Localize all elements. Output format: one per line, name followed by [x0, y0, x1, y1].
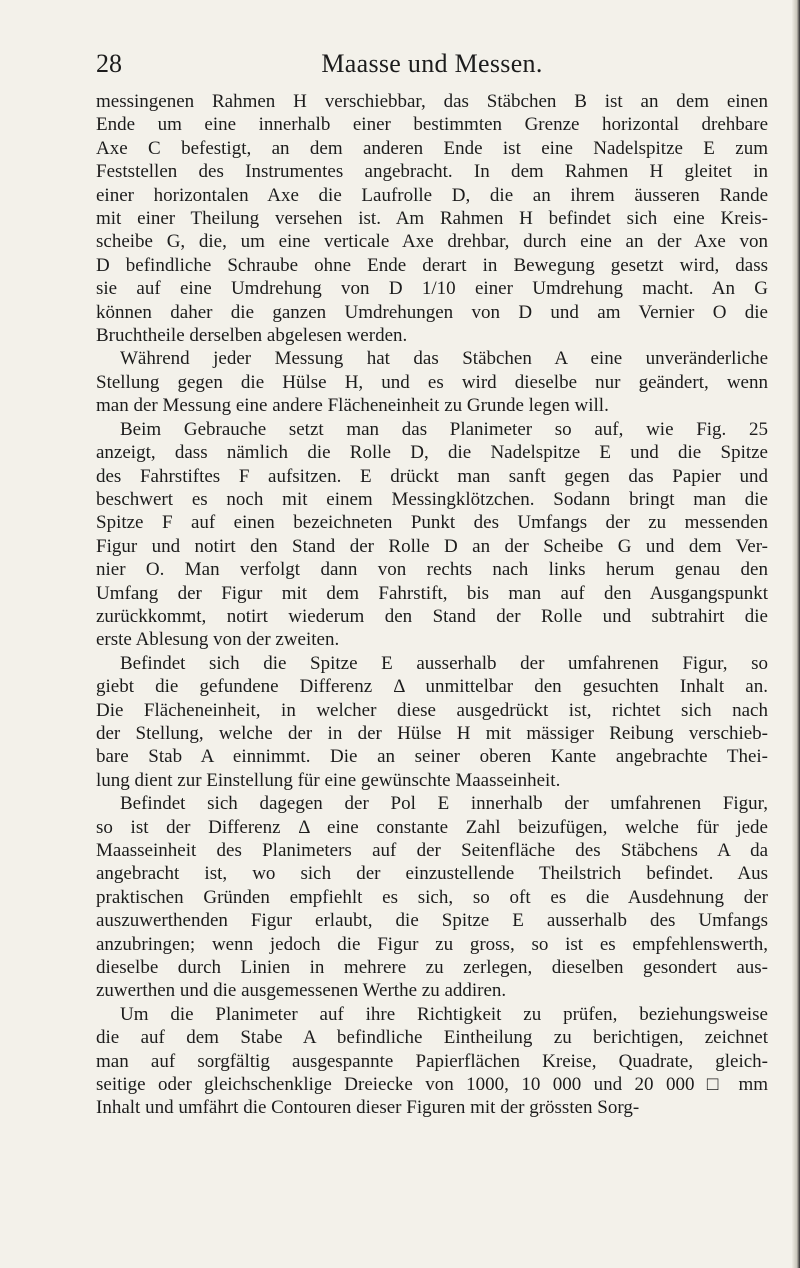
text-line: erste Ablesung von der zweiten. — [96, 629, 340, 651]
text-line: angebracht ist, wo sich der einzustellende Theilstrich befindet. Aus — [96, 863, 768, 885]
text-line: Ende um eine innerhalb einer bestimmten Grenze horizontal drehbare — [96, 114, 768, 136]
body-text — [96, 90, 768, 1120]
paragraph — [96, 1003, 768, 1120]
text-line: Maasseinheit des Planimeters auf der Seitenfläche des Stäbchens A da — [96, 840, 768, 861]
text-line: zurückkommt, notirt wiederum den Stand der Rolle und subtrahirt die — [96, 605, 768, 627]
text-line: Spitze F auf einen bezeichneten Punkt des Umfangs der zu messenden — [96, 512, 768, 534]
running-title: Maasse und Messen. — [321, 49, 543, 78]
text-line: anzubringen; wenn jedoch die Figur zu gross, so ist es empfehlenswerth, — [96, 933, 768, 955]
text-line: Inhalt und umfährt die Contouren dieser Figuren mit der grössten Sorg- — [96, 1097, 640, 1119]
text-line: Befindet sich die Spitze E ausserhalb der umfahrenen Figur, so — [120, 652, 768, 674]
text-line: seitige oder gleichschenklige Dreiecke von 1000, 10 000 und 20 000 □ mm — [96, 1074, 768, 1096]
text-line: der Stellung, welche der in der Hülse H mit mässiger Reibung verschieb- — [96, 722, 768, 744]
paragraph — [96, 347, 768, 417]
paragraph — [96, 652, 768, 792]
text-line: auszuwerthenden Figur erlaubt, die Spitze E ausserhalb des Umfangs — [96, 910, 768, 932]
text-line: sie auf eine Umdrehung von D 1/10 einer Umdrehung macht. An G — [96, 278, 768, 300]
text-line: bare Stab A einnimmt. Die an seiner oberen Kante angebrachte Thei- — [96, 746, 768, 768]
text-line: Umfang der Figur mit dem Fahrstift, bis man auf den Ausgangspunkt — [96, 582, 768, 604]
text-line: man auf sorgfältig ausgespannte Papierflächen Kreise, Quadrate, gleich- — [96, 1050, 768, 1072]
text-line: zuwerthen und die ausgemessenen Werthe zu addiren. — [96, 980, 507, 1002]
text-line: Figur und notirt den Stand der Rolle D an der Scheibe G und dem Ver- — [96, 535, 768, 557]
text-line: so ist der Differenz Δ eine constante Zahl beizufügen, welche für jede — [96, 816, 768, 838]
text-line: Bruchtheile derselben abgelesen werden. — [96, 325, 408, 347]
text-line: Die Flächeneinheit, in welcher diese ausgedrückt ist, richtet sich nach — [96, 699, 768, 721]
paragraph — [96, 90, 768, 347]
text-line: dieselbe durch Linien in mehrere zu zerlegen, dieselben gesondert aus- — [96, 957, 768, 979]
text-line: messingenen Rahmen H verschiebbar, das Stäbchen B ist an dem einen — [96, 91, 768, 112]
text-line: Während jeder Messung hat das Stäbchen A eine unveränderliche — [120, 348, 768, 370]
text-line: praktischen Gründen empfiehlt es sich, so oft es die Ausdehnung der — [96, 886, 768, 908]
paragraph — [96, 418, 768, 652]
text-line: die auf dem Stabe A befindliche Eintheilung zu berichtigen, zeichnet — [96, 1027, 768, 1049]
page-edge-shadow — [792, 0, 800, 1268]
text-line: Feststellen des Instrumentes angebracht. In dem Rahmen H gleitet in — [96, 161, 768, 183]
text-line: man der Messung eine andere Flächeneinheit zu Grunde legen will. — [96, 395, 609, 417]
text-line: scheibe G, die, um eine verticale Axe drehbar, durch eine an der Axe von — [96, 231, 768, 253]
text-line: Um die Planimeter auf ihre Richtigkeit zu prüfen, beziehungsweise — [120, 1003, 768, 1025]
text-line: des Fahrstiftes F aufsitzen. E drückt man sanft gegen das Papier und — [96, 465, 768, 487]
text-line: können daher die ganzen Umdrehungen von D und am Vernier O die — [96, 301, 768, 323]
page-header — [96, 44, 768, 84]
text-line: einer horizontalen Axe die Laufrolle D, die an ihrem äusseren Rande — [96, 184, 768, 206]
text-line: Befindet sich dagegen der Pol E innerhalb der umfahrenen Figur, — [120, 793, 768, 815]
text-line: Beim Gebrauche setzt man das Planimeter so auf, wie Fig. 25 — [120, 418, 768, 440]
text-line: beschwert es noch mit einem Messingklötzchen. Sodann bringt man die — [96, 488, 768, 510]
text-line: Axe C befestigt, an dem anderen Ende ist eine Nadelspitze E zum — [96, 137, 768, 159]
paragraph — [96, 792, 768, 1003]
text-line: Stellung gegen die Hülse H, und es wird dieselbe nur geändert, wenn — [96, 371, 768, 393]
page-number: 28 — [96, 49, 122, 78]
text-line: D befindliche Schraube ohne Ende derart in Bewegung gesetzt wird, dass — [96, 254, 768, 276]
text-line: mit einer Theilung versehen ist. Am Rahmen H befindet sich eine Kreis- — [96, 208, 768, 230]
text-line: anzeigt, dass nämlich die Rolle D, die Nadelspitze E und die Spitze — [96, 442, 768, 464]
text-line: nier O. Man verfolgt dann von rechts nach links herum genau den — [96, 559, 768, 581]
text-line: lung dient zur Einstellung für eine gewünschte Maasseinheit. — [96, 769, 561, 791]
text-line: giebt die gefundene Differenz Δ unmittelbar den gesuchten Inhalt an. — [96, 676, 768, 698]
